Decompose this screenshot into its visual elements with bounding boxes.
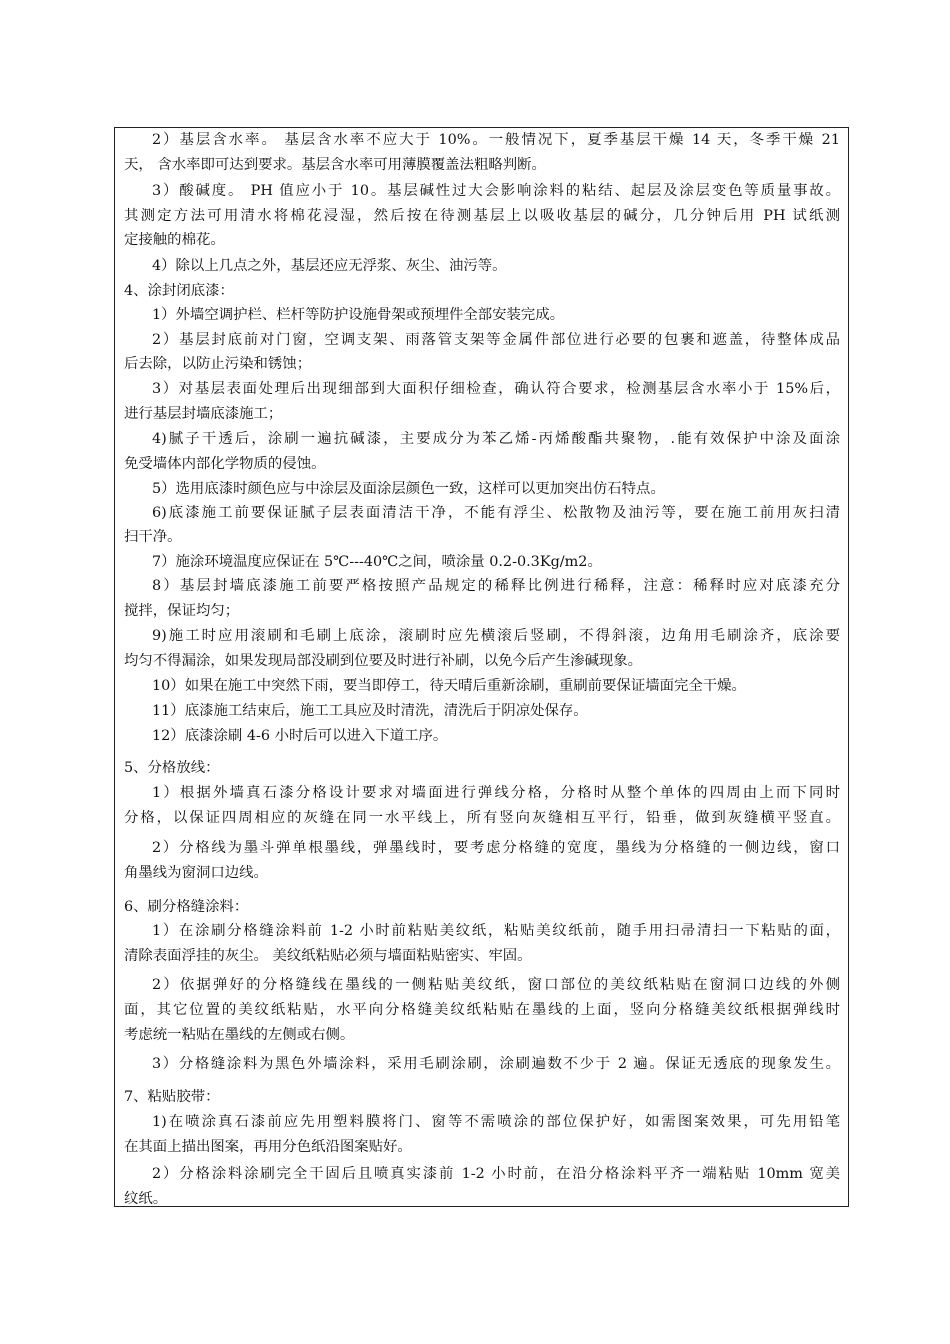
text-line: 3）分格缝涂料为黑色外墙涂料，采用毛刷涂刷，涂刷遍数不少于 2 遍。保证无透底的现象发生。	[152, 1056, 840, 1072]
text-line: 5）选用底漆时颜色应与中涂层及面涂层颜色一致，这样可以更加突出仿石特点。	[152, 481, 665, 497]
text-line: 清除表面浮挂的灰尘。 美纹纸粘贴必须与墙面粘贴密实、牢固。	[124, 948, 532, 964]
text-line: 4)腻子干透后，涂刷一遍抗碱漆，主要成分为苯乙烯-丙烯酸酯共聚物，.能有效保护中涂及面涂	[152, 431, 840, 447]
text-line: 12）底漆涂刷 4-6 小时后可以进入下道工序。	[152, 728, 448, 744]
text-line: 4、涂封闭底漆：	[124, 283, 234, 299]
document-table-frame	[114, 127, 849, 1207]
text-line: 1）根据外墙真石漆分格设计要求对墙面进行弹线分格，分格时从整个单体的四周由上而下同时	[152, 785, 840, 801]
text-line: 2）基层封底前对门窗，空调支架、雨落管支架等金属件部位进行必要的包裹和遮盖，待整体成品	[152, 332, 840, 348]
text-line: 后去除，以防止污染和锈蚀；	[124, 356, 312, 372]
text-line: 定接触的棉花。	[124, 232, 225, 248]
text-line: 10）如果在施工中突然下雨，要当即停工，待天晴后重新涂刷，重刷前要保证墙面完全干燥。	[152, 678, 746, 694]
text-line: 面，其它位置的美纹纸粘贴，水平向分格缝美纹纸粘贴在墨线的上面，竖向分格缝美纹纸根据弹线时	[124, 1002, 840, 1018]
text-line: 其测定方法可用清水将棉花浸湿，然后按在待测基层上以吸收基层的碱分，几分钟后用 PH 试纸测	[124, 208, 840, 224]
text-line: 免受墙体内部化学物质的侵蚀。	[124, 456, 326, 472]
text-line: 搅拌，保证均匀；	[124, 603, 240, 619]
text-line: 2）分格线为墨斗弹单根墨线，弹墨线时，要考虑分格缝的宽度，墨线为分格缝的一侧边线，窗口	[152, 840, 840, 856]
text-line: 2）依据弹好的分格缝线在墨线的一侧粘贴美纹纸，窗口部位的美纹纸粘贴在窗洞口边线的外侧	[152, 977, 840, 993]
text-line: 2）分格涂料涂刷完全干固后且喷真实漆前 1-2 小时前，在沿分格涂料平齐一端粘贴 10mm 宽美	[152, 1166, 840, 1182]
text-line: 6、刷分格缝涂料：	[124, 899, 249, 915]
text-line: 角墨线为窗洞口边线。	[124, 865, 268, 881]
text-line: 4）除以上几点之外，基层还应无浮浆、灰尘、油污等。	[152, 258, 507, 274]
text-line: 进行基层封墙底漆施工；	[124, 406, 283, 422]
text-line: 3）对基层表面处理后出现细部到大面积仔细检查，确认符合要求，检测基层含水率小于 15%后，	[152, 381, 840, 397]
text-line: 7）施涂环境温度应保证在 5℃---40℃之间，喷涂量 0.2-0.3Kg/m2。	[152, 554, 602, 570]
text-line: 1）外墙空调护栏、栏杆等防护设施骨架或预埋件全部安装完成。	[152, 307, 565, 323]
text-line: 1)在喷涂真石漆前应先用塑料膜将门、窗等不需喷涂的部位保护好，如需图案效果，可先用铅笔	[152, 1114, 840, 1130]
text-line: 11）底漆施工结束后，施工工具应及时清洗，清洗后于阴凉处保存。	[152, 703, 588, 719]
text-line: 3）酸碱度。 PH 值应小于 10。基层碱性过大会影响涂料的粘结、起层及涂层变色等质量事故。	[152, 183, 840, 199]
text-line: 8）基层封墙底漆施工前要严格按照产品规定的稀释比例进行稀释，注意：稀释时应对底漆充分	[152, 578, 840, 594]
text-line: 扫干净。	[124, 529, 182, 545]
text-line: 在其面上描出图案，再用分色纸沿图案贴好。	[124, 1139, 412, 1155]
text-line: 考虑统一粘贴在墨线的左侧或右侧。	[124, 1027, 355, 1043]
text-line: 分格，以保证四周相应的灰缝在同一水平线上，所有竖向灰缝相互平行，铅垂，做到灰缝横平竖直。	[124, 810, 840, 826]
text-line: 均匀不得漏涂，如果发现局部没刷到位要及时进行补刷，以免今后产生渗碱现象。	[124, 653, 643, 669]
text-line: 2）基层含水率。 基层含水率不应大于 10%。一般情况下，夏季基层干燥 14 天，冬季干燥 21	[152, 132, 840, 148]
text-line: 7、粘贴胶带：	[124, 1089, 220, 1105]
text-line: 1）在涂刷分格缝涂料前 1-2 小时前粘贴美纹纸，粘贴美纹纸前，随手用扫帚清扫一下粘贴的面，	[152, 923, 840, 939]
text-line: 天， 含水率即可达到要求。基层含水率可用薄膜覆盖法粗略判断。	[124, 157, 546, 173]
text-line: 纹纸。	[124, 1191, 168, 1207]
text-line: 6)底漆施工前要保证腻子层表面清洁干净，不能有浮尘、松散物及油污等，要在施工前用灰扫清	[152, 505, 840, 521]
text-line: 9)施工时应用滚刷和毛刷上底涂，滚刷时应先横滚后竖刷，不得斜滚，边角用毛刷涂齐，底涂要	[152, 628, 840, 644]
text-line: 5、分格放线：	[124, 760, 220, 776]
